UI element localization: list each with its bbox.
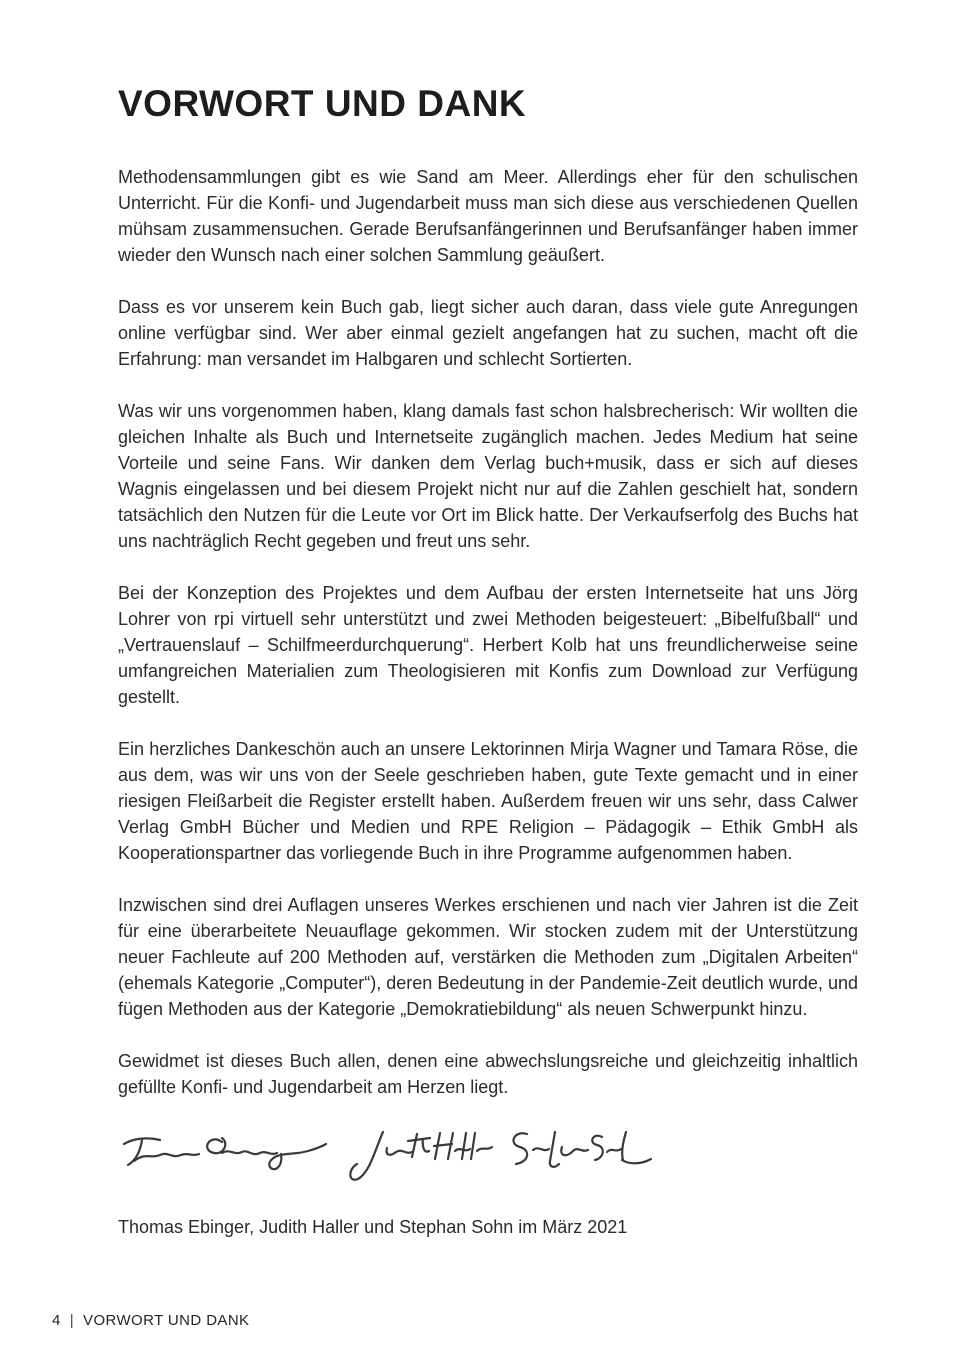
paragraph-6: Inzwischen sind drei Auflagen unseres Werkes erschienen und nach vier Jahren ist die Zeit für eine überarbeitete Neuauflage gekommen. Wir stocken zudem mit der Unterstützung neuer Fachleute auf 200 Methoden auf, verstärken die Methoden zum „Digitalen Arbeiten“ (ehemals Kategorie „Computer“), deren Bedeutung in der Pandemie-Zeit deutlich wurde, und fügen Methoden aus der Kategorie „Demokratiebildung“ als neuen Schwerpunkt hinzu.: [118, 895, 858, 1019]
paragraph-2: Dass es vor unserem kein Buch gab, liegt sicher auch daran, dass viele gute Anregungen online verfügbar sind. Wer aber einmal gezielt angefangen hat zu suchen, macht oft die Erfahrung: man versandet im Halbgaren und schlecht Sortierten.: [118, 297, 858, 369]
paragraph-3: Was wir uns vorgenommen haben, klang damals fast schon halsbrecherisch: Wir wollten die gleichen Inhalte als Buch und Internetseite zugänglich machen. Jedes Medium hat seine Vorteile und seine Fans. Wir danken dem Verlag buch+musik, dass er sich auf dieses Wagnis eingelassen und bei diesem Projekt nicht nur auf die Zahlen geschielt hat, sondern tatsächlich den Nutzen für die Leute vor Ort im Blick hatte. Der Verkaufserfolg des Buchs hat uns nachträglich Recht gegeben und freut uns sehr.: [118, 401, 858, 551]
page-title: VORWORT UND DANK: [118, 83, 527, 124]
signoff-line: Thomas Ebinger, Judith Haller und Stephan Sohn im März 2021: [118, 1217, 628, 1237]
footer-separator: |: [69, 1312, 75, 1329]
paragraph-7: Gewidmet ist dieses Buch allen, denen eine abwechslungsreiche und gleichzeitig inhaltlich gefüllte Konfi- und Jugendarbeit am Herzen liegt.: [118, 1051, 858, 1097]
body-text: [118, 164, 858, 1240]
page-footer: [52, 1312, 249, 1329]
paragraph-4: Bei der Konzeption des Projektes und dem Aufbau der ersten Internetseite hat uns Jörg Lohrer von rpi virtuell sehr unterstützt und zwei Methoden beigesteuert: „Bibelfußball“ und „Vertrauenslauf – Schilfmeerdurchquerung“. Herbert Kolb hat uns freundlicherweise seine umfangreichen Materialien zum Theologisieren mit Konfis zum Download zur Verfügung gestellt.: [118, 583, 858, 707]
paragraph-5: Ein herzliches Dankeschön auch an unsere Lektorinnen Mirja Wagner und Tamara Röse, die aus dem, was wir uns von der Seele geschrieben haben, gute Texte gemacht und in einer riesigen Fleißarbeit die Register erstellt haben. Außerdem freuen wir uns sehr, dass Calwer Verlag GmbH Bücher und Medien und RPE Religion – Pädagogik – Ethik GmbH als Kooperationspartner das vorliegende Buch in ihre Programme aufgenommen haben.: [118, 739, 858, 863]
signature-judith-haller: [350, 1132, 492, 1180]
page-number: 4: [52, 1312, 61, 1329]
signature-stephan-sohn: [514, 1132, 651, 1167]
paragraph-1: Methodensammlungen gibt es wie Sand am Meer. Allerdings eher für den schulischen Unterricht. Für die Konfi- und Jugendarbeit muss man sich diese aus verschiedenen Quellen mühsam zusammensuchen. Gerade Berufsanfängerinnen und Berufsanfänger haben immer wieder den Wunsch nach einer solchen Sammlung geäußert.: [118, 167, 858, 265]
footer-section-label: VORWORT UND DANK: [83, 1312, 250, 1329]
signatures-block: [118, 1126, 858, 1190]
signature-thomas-ebinger: [124, 1138, 326, 1169]
